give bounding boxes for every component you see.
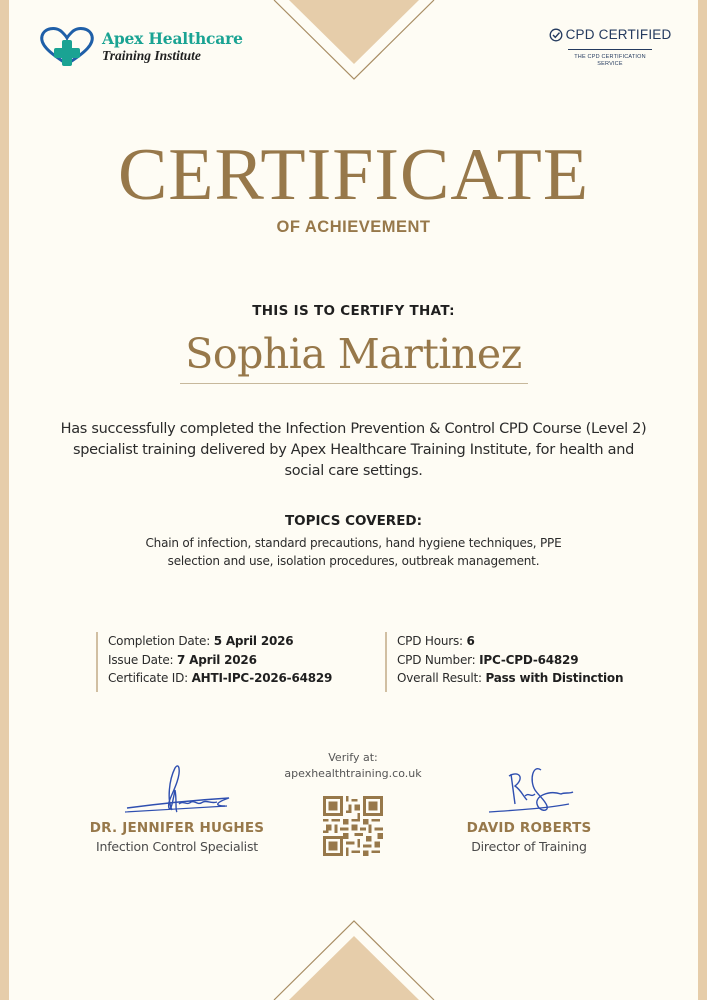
certificate-subtitle: OF ACHIEVEMENT [276, 218, 431, 236]
heart-cross-icon [38, 26, 96, 68]
certify-statement: THIS IS TO CERTIFY THAT: [252, 303, 455, 319]
cpd-subtitle-1: THE CPD CERTIFICATION [574, 54, 646, 60]
issue-date: Issue Date: 7 April 2026 [108, 652, 257, 667]
verify-label: Verify at: [328, 751, 378, 764]
cpd-subtitle-2: SERVICE [597, 60, 623, 67]
verify-block [253, 750, 453, 782]
signatory-name: DAVID ROBERTS [466, 820, 592, 836]
institute-logo [38, 26, 243, 68]
certificate-title: CERTIFICATE [117, 134, 590, 216]
signature-icon [117, 760, 237, 820]
cpd-number: CPD Number: IPC-CPD-64829 [397, 652, 579, 667]
name-underline [180, 383, 528, 384]
signatory-name: DR. JENNIFER HUGHES [89, 820, 265, 836]
verify-url[interactable]: apexhealthtraining.co.uk [284, 767, 422, 780]
logo-subtitle: Training Institute [102, 48, 201, 64]
certificate-id: Certificate ID: AHTI-IPC-2026-64829 [108, 671, 333, 685]
completion-date: Completion Date: 5 April 2026 [108, 634, 294, 648]
recipient-name: Sophia Martinez [185, 330, 522, 378]
cpd-certified-badge [548, 27, 672, 67]
course-description: Has successfully completed the Infection Prevention & Control CPD Course (Level 2) specialist training delivered by Apex Healthcare Training Institute, for health and social care settings. [60, 421, 647, 479]
cpd-title: CPD CERTIFIED [565, 27, 672, 42]
logo-name: Apex Healthcare [102, 28, 243, 48]
topics-list: Chain of infection, standard precautions, hand hygiene techniques, PPE selection and use, isolation procedures, outbreak management. [145, 536, 562, 568]
signatory-right [429, 760, 629, 854]
overall-result: Overall Result: Pass with Distinction [397, 671, 624, 685]
cpd-hours: CPD Hours: 6 [397, 634, 475, 648]
signatory-left [77, 760, 277, 854]
check-circle-icon [549, 28, 563, 42]
signature-icon [469, 760, 589, 820]
signatory-role: Director of Training [471, 839, 587, 854]
cpd-divider [568, 49, 652, 50]
topics-heading: TOPICS COVERED: [284, 513, 423, 529]
details-left [96, 632, 366, 692]
signatory-role: Infection Control Specialist [96, 839, 258, 854]
details-right [385, 632, 635, 692]
qr-code-icon[interactable] [323, 796, 383, 856]
